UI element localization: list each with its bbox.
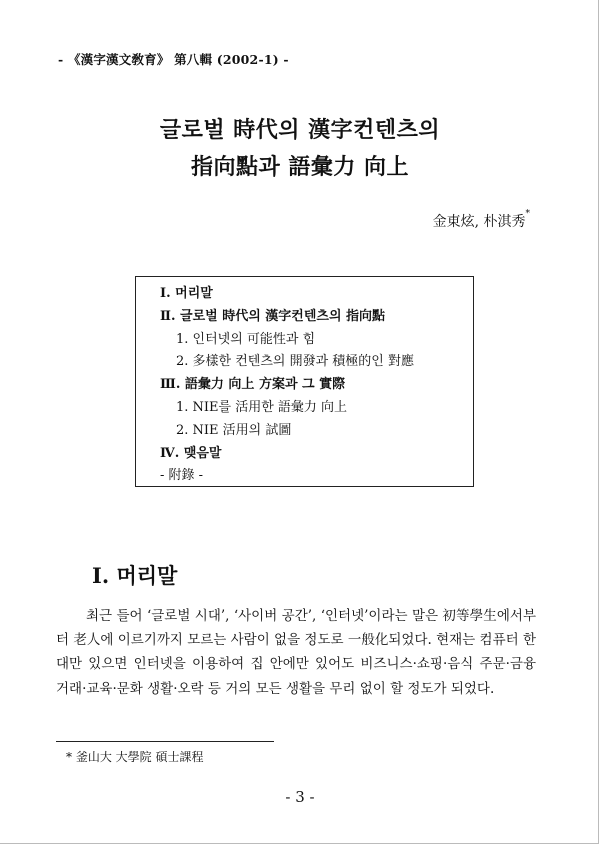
running-header: - 《漢字漢文敎育》 第八輯 (2002-1) - bbox=[58, 52, 289, 67]
authors bbox=[433, 211, 530, 231]
author-footnote-mark: * bbox=[525, 209, 530, 219]
toc-text: 語彙力 向上 方案과 그 實際 bbox=[184, 377, 346, 393]
toc-item-appendix bbox=[160, 465, 473, 488]
footnote-divider bbox=[56, 741, 274, 742]
section-heading: Ⅰ. 머리말 bbox=[92, 563, 178, 588]
paragraph-text: 최근 들어 ‘글로벌 시대’, ‘사이버 공간’, ‘인터넷’이라는 말은 初等學生에서부터 老人에 이르기까지 모르는 사람이 없을 정도로 一般化되었다. 현재는 컴퓨터 한 대만 있으면 인터넷을 이용하여 집 안에만 있어도 비즈니스·쇼핑·음식 주문·금융 거래·교육·문화 생활·오락 등 거의 모든 생활을 무리 없이 할 정도가 되었다. bbox=[56, 608, 536, 697]
page-number: - 3 - bbox=[285, 788, 315, 806]
body-paragraph bbox=[56, 604, 536, 701]
toc-item-2-2 bbox=[160, 351, 473, 374]
toc-item-3-2 bbox=[160, 420, 473, 443]
footnote: * 釜山大 大學院 碩士課程 bbox=[66, 750, 204, 764]
toc-num: Ⅳ. bbox=[160, 445, 180, 461]
toc-text: - 附錄 - bbox=[160, 468, 204, 484]
toc-num: 1. bbox=[176, 399, 189, 415]
toc-text: 글로벌 時代의 漢字컨텐츠의 指向點 bbox=[180, 308, 386, 324]
toc-text: NIE를 活用한 語彙力 向上 bbox=[192, 399, 348, 415]
toc-text: 머리말 bbox=[175, 286, 213, 301]
toc-num: 2. bbox=[176, 354, 189, 370]
title-line-1: 글로벌 時代의 漢字컨텐츠의 bbox=[159, 117, 441, 143]
toc-text: NIE 活用의 試圖 bbox=[192, 422, 292, 438]
author-names: 金東炫, 朴淇秀 bbox=[432, 214, 526, 230]
toc-item-3 bbox=[160, 374, 473, 397]
title-line-2: 指向點과 語彙力 向上 bbox=[190, 154, 410, 180]
toc-num: Ⅲ. bbox=[160, 377, 181, 393]
toc-num: 1. bbox=[176, 331, 189, 347]
table-of-contents bbox=[135, 276, 474, 487]
toc-item-2 bbox=[160, 306, 473, 329]
toc-text: 인터넷의 可能性과 힘 bbox=[192, 331, 316, 347]
toc-num: Ⅰ. bbox=[160, 286, 171, 301]
toc-item-2-1 bbox=[160, 329, 473, 352]
toc-text: 맺음말 bbox=[183, 445, 222, 461]
toc-text: 多樣한 컨텐츠의 開發과 積極的인 對應 bbox=[192, 354, 414, 370]
toc-item-4 bbox=[160, 443, 473, 466]
toc-item-1 bbox=[160, 283, 473, 306]
toc-num: 2. bbox=[176, 422, 189, 438]
toc-num: Ⅱ. bbox=[160, 308, 176, 324]
toc-item-3-1 bbox=[160, 397, 473, 420]
